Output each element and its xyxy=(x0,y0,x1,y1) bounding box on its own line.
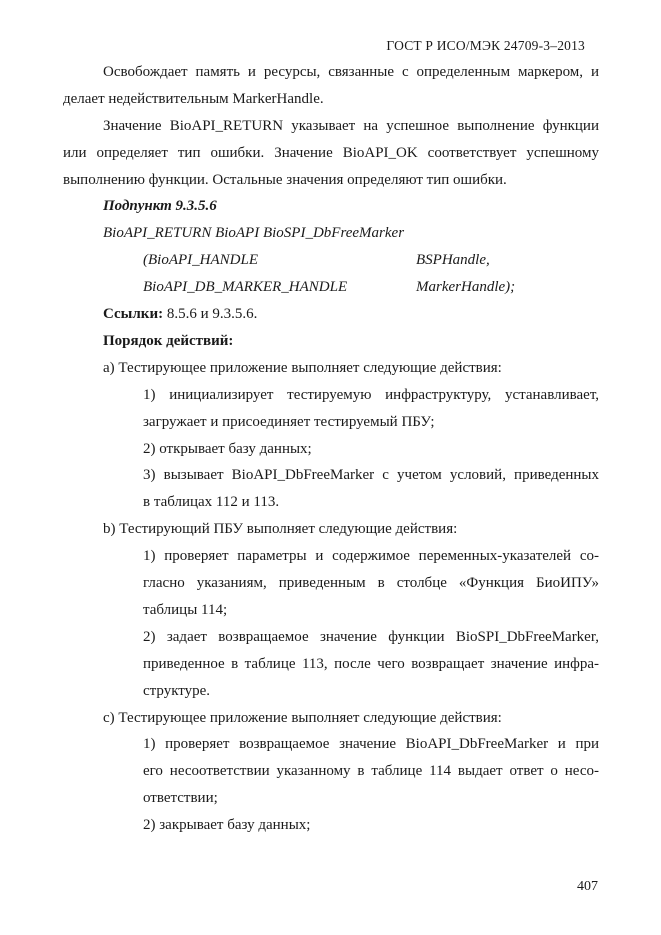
list-item: 1) проверяет возвращаемое значение BioAPI_DbFreeMarker и при xyxy=(143,736,599,752)
function-signature: BioAPI_RETURN BioAPI BioSPI_DbFreeMarker xyxy=(103,225,405,241)
step-a-title: a) Тестирующее приложение выполняет следующие действия: xyxy=(103,360,502,376)
step-b-title: b) Тестирующий ПБУ выполняет следующие действия: xyxy=(103,521,458,537)
paragraph-line: Значение BioAPI_RETURN указывает на успешное выполнение функции xyxy=(103,118,599,134)
list-item: 1) проверяет параметры и содержимое переменных-указателей со- xyxy=(143,548,599,564)
paragraph-line: выполнению функции. Остальные значения определяют тип ошибки. xyxy=(63,172,507,188)
references xyxy=(103,304,257,324)
list-item: в таблицах 112 и 113. xyxy=(143,494,280,510)
list-item: ответствии; xyxy=(143,790,218,806)
references-label: Ссылки: xyxy=(103,306,164,322)
page-number: 407 xyxy=(577,879,598,894)
list-item: 1) инициализирует тестируемую инфраструктуру, устанавливает, xyxy=(143,387,599,403)
list-item: приведенное в таблице 113, после чего возвращает значение инфра- xyxy=(143,656,599,672)
list-item: гласно указаниям, приведенным в столбце «Функция БиоИПУ» xyxy=(143,575,599,591)
paragraph-line: или определяет тип ошибки. Значение BioAPI_OK соответствует успешному xyxy=(63,145,599,161)
subclause-heading: Подпункт 9.3.5.6 xyxy=(103,198,217,214)
list-item: 2) задает возвращаемое значение функции BioSPI_DbFreeMarker, xyxy=(143,629,599,645)
list-item: 2) закрывает базу данных; xyxy=(143,817,311,833)
references-value: 8.5.6 и 9.3.5.6. xyxy=(163,306,258,322)
param-type: (BioAPI_HANDLE xyxy=(143,252,258,268)
param-name: MarkerHandle); xyxy=(416,279,516,295)
list-item: загружает и присоединяет тестируемый ПБУ; xyxy=(143,414,435,430)
list-item: его несоответствии указанному в таблице 114 выдает ответ о несо- xyxy=(143,763,599,779)
list-item: 2) открывает базу данных; xyxy=(143,441,312,457)
param-type: BioAPI_DB_MARKER_HANDLE xyxy=(143,279,348,295)
list-item: 3) вызывает BioAPI_DbFreeMarker с учетом условий, приведенных xyxy=(143,467,599,483)
step-c-title: c) Тестирующее приложение выполняет следующие действия: xyxy=(103,710,502,726)
list-item: структуре. xyxy=(143,683,211,699)
paragraph-line: делает недействительным MarkerHandle. xyxy=(63,91,324,107)
standard-header: ГОСТ Р ИСО/МЭК 24709-3–2013 xyxy=(386,38,585,53)
procedure-heading: Порядок действий: xyxy=(103,333,234,349)
paragraph-line: Освобождает память и ресурсы, связанные с определенным маркером, и xyxy=(103,64,599,80)
list-item: таблицы 114; xyxy=(143,602,228,618)
param-name: BSPHandle, xyxy=(416,252,490,268)
